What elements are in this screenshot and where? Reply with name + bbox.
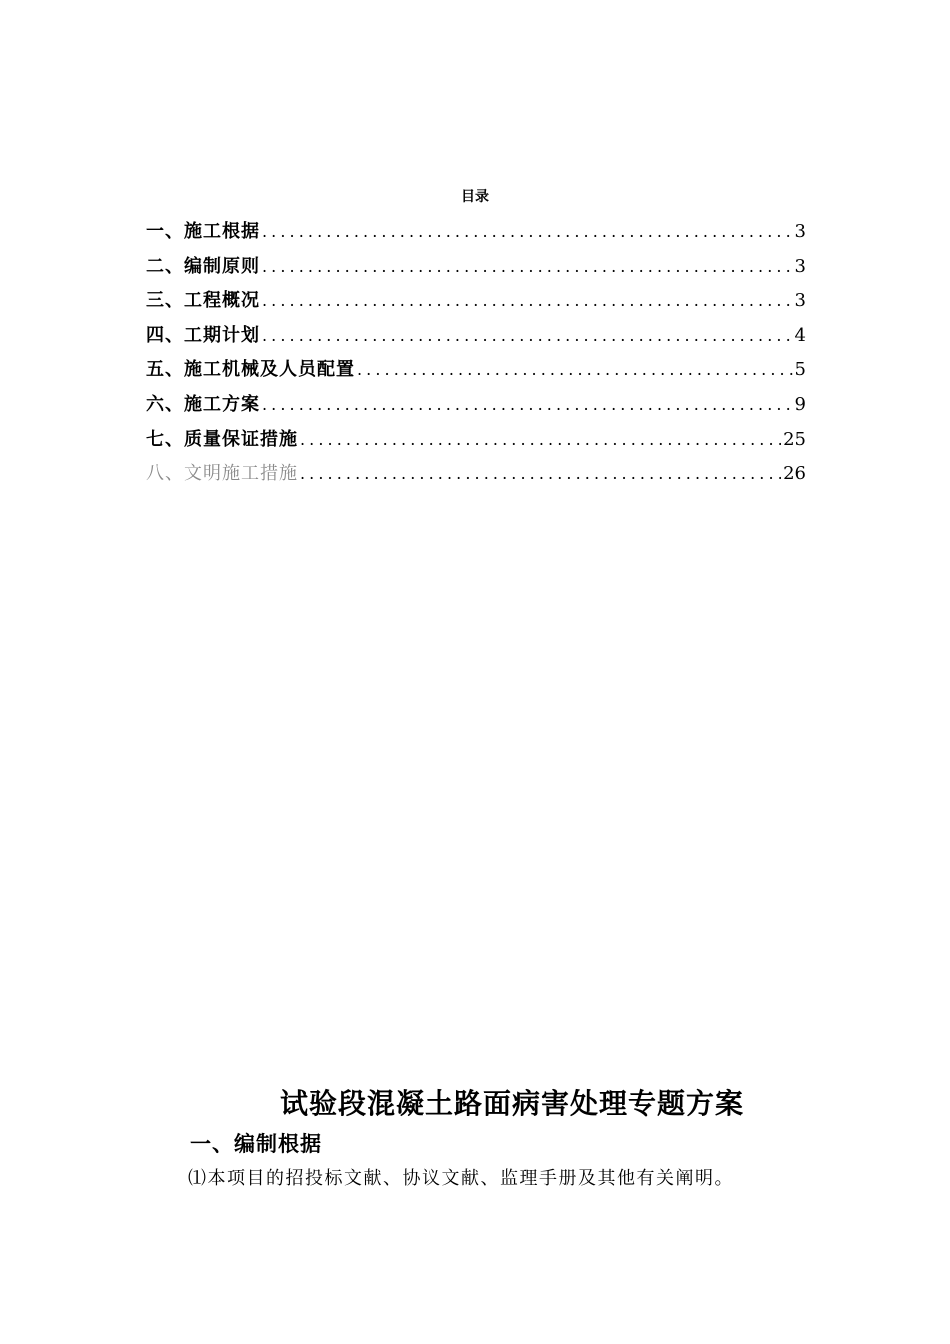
toc-entry-page: 9 (794, 393, 806, 415)
toc-entry[interactable] (146, 287, 806, 322)
toc-entry[interactable] (146, 322, 806, 357)
toc-entry-page: 5 (794, 359, 806, 381)
toc-entry[interactable] (146, 426, 806, 461)
toc-entry[interactable] (146, 356, 806, 391)
body-paragraph: ⑴本项目的招投标文献、协议文献、监理手册及其他有关阐明。 (188, 1168, 734, 1189)
toc-entry-page: 3 (794, 290, 806, 312)
toc-dot-leader (262, 218, 793, 246)
toc-entry-page: 26 (783, 463, 806, 485)
toc-dot-leader (262, 322, 793, 350)
toc-entry-label: 三、工程概况 (146, 290, 260, 312)
toc-dot-leader (357, 356, 793, 384)
toc-title: 目录 (461, 189, 489, 205)
toc-dot-leader (300, 460, 781, 488)
toc-dot-leader (262, 287, 793, 315)
toc-dot-leader (262, 391, 793, 419)
toc-entry-label: 一、施工根据 (146, 221, 260, 242)
document-title: 试验段混凝土路面病害处理专题方案 (279, 1087, 744, 1120)
toc-entry-page: 3 (794, 255, 806, 277)
toc-dot-leader (262, 253, 793, 281)
toc-entry[interactable] (146, 218, 806, 253)
section-heading: 一、编制根据 (190, 1132, 322, 1156)
toc-dot-leader (300, 426, 781, 454)
toc-entry-page: 4 (794, 324, 806, 346)
toc-entry-label: 七、质量保证措施 (146, 428, 298, 450)
toc-entry-label: 八、文明施工措施 (146, 463, 298, 485)
toc-entry[interactable] (146, 391, 806, 426)
table-of-contents (146, 218, 806, 495)
toc-entry-label: 六、施工方案 (146, 393, 260, 415)
toc-entry-label: 五、施工机械及人员配置 (146, 359, 355, 381)
toc-entry[interactable] (146, 253, 806, 288)
toc-entry-label: 二、编制原则 (146, 255, 260, 277)
toc-entry-label: 四、工期计划 (146, 324, 260, 346)
toc-entry[interactable] (146, 460, 806, 495)
toc-entry-page: 3 (794, 221, 806, 242)
toc-entry-page: 25 (783, 428, 806, 450)
